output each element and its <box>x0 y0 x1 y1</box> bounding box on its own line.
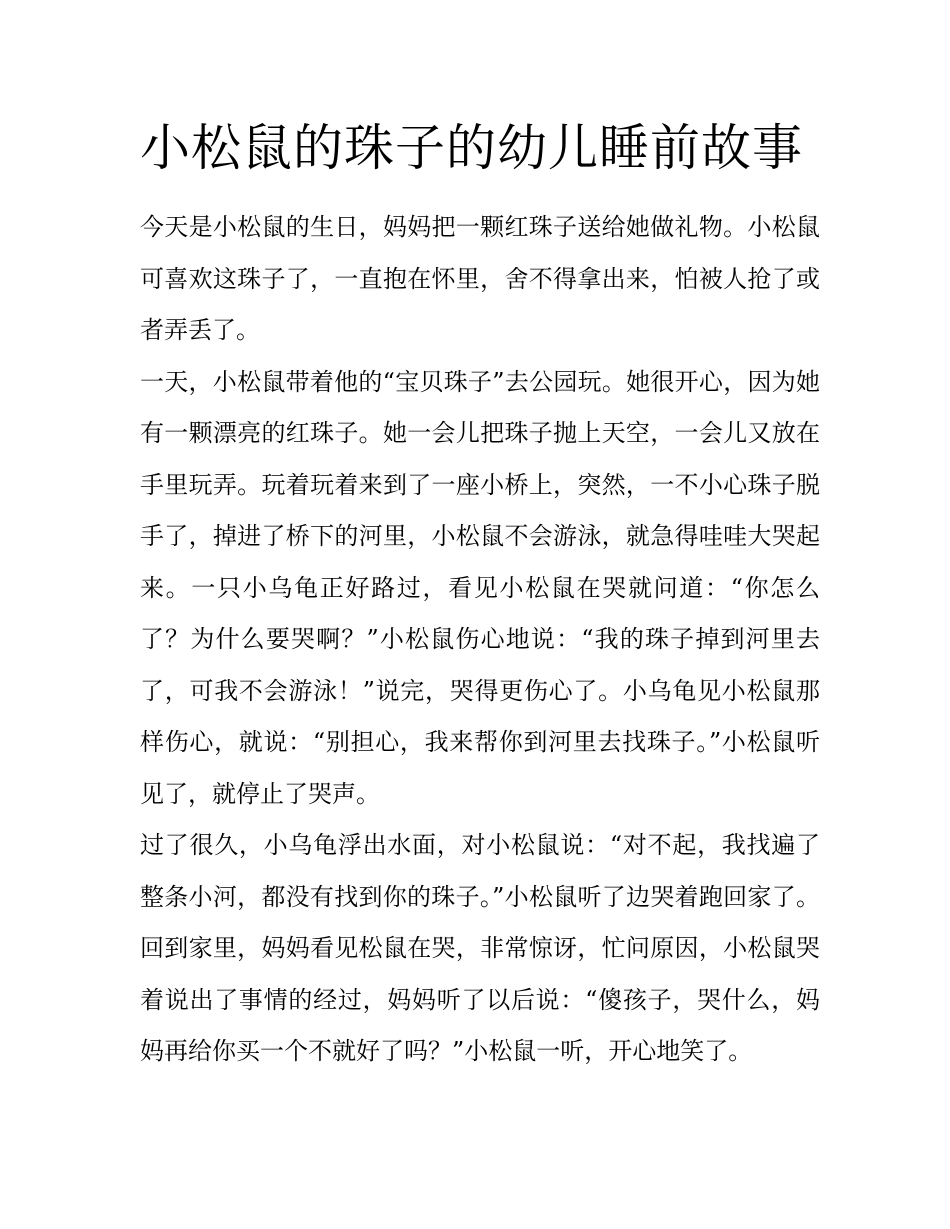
paragraph-1: 今天是小松鼠的生日，妈妈把一颗红珠子送给她做礼物。小松鼠可喜欢这珠子了，一直抱在怀里，舍不得拿出来，怕被人抢了或者弄丢了。 <box>140 213 820 344</box>
document-title: 小松鼠的珠子的幼儿睡前故事 <box>140 119 803 177</box>
document-page <box>140 112 820 1078</box>
paragraph-3: 过了很久，小乌龟浮出水面，对小松鼠说：“对不起，我找遍了整条小河，都没有找到你的珠子。”小松鼠听了边哭着跑回家了。回到家里，妈妈看见松鼠在哭，非常惊讶，忙问原因，小松鼠哭着说出了事情的经过，妈妈听了以后说：“傻孩子，哭什么，妈妈再给你买一个不就好了吗？”小松鼠一听，开心地笑了。 <box>140 831 820 1065</box>
paragraph-2: 一天，小松鼠带着他的“宝贝珠子”去公园玩。她很开心，因为她有一颗漂亮的红珠子。她一会儿把珠子抛上天空，一会儿又放在手里玩弄。玩着玩着来到了一座小桥上，突然，一不小心珠子脱手了，掉进了桥下的河里，小松鼠不会游泳，就急得哇哇大哭起来。一只小乌龟正好路过，看见小松鼠在哭就问道：“你怎么了？为什么要哭啊？”小松鼠伤心地说：“我的珠子掉到河里去了，可我不会游泳！”说完，哭得更伤心了。小乌龟见小松鼠那样伤心，就说：“别担心，我来帮你到河里去找珠子。”小松鼠听见了，就停止了哭声。 <box>140 367 820 808</box>
